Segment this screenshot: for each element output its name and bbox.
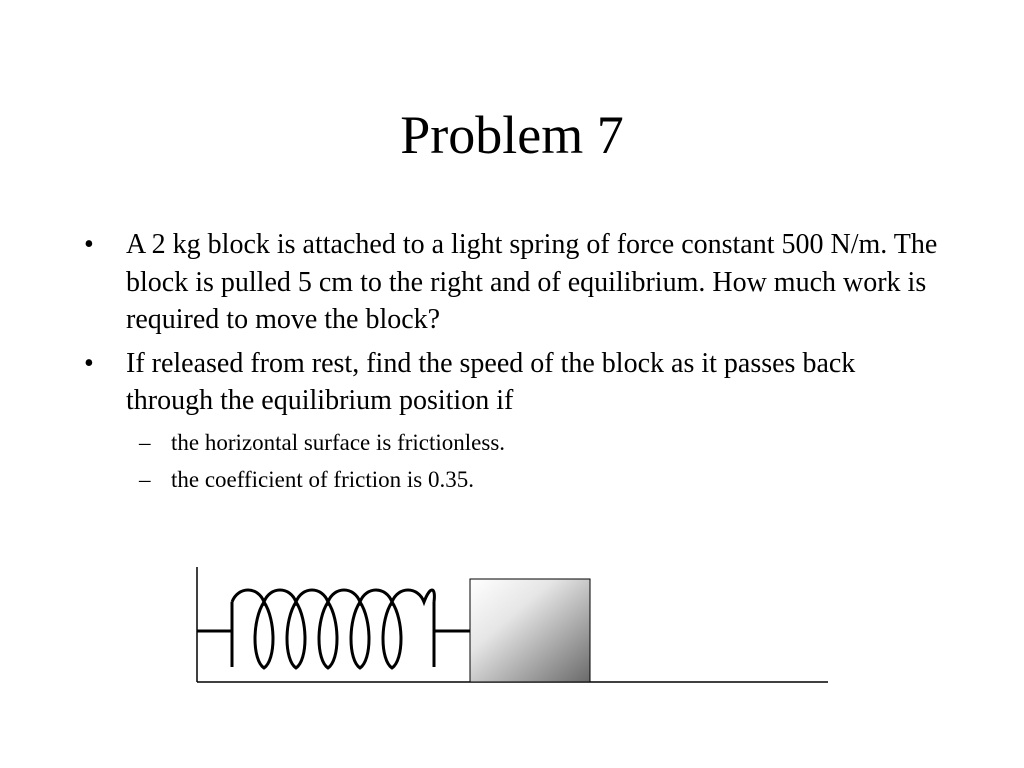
bullet-item bbox=[84, 345, 944, 499]
bullet-text: A 2 kg block is attached to a light spring of force constant 500 N/m. The block is pulled 5 cm to the right and of equilibrium. How much work is required to move the block? bbox=[126, 229, 938, 335]
spring-icon bbox=[232, 590, 434, 668]
dash-icon: – bbox=[139, 467, 151, 492]
bullet-icon: • bbox=[84, 229, 94, 260]
bullet-icon: • bbox=[84, 347, 94, 379]
slide-title: Problem 7 bbox=[400, 105, 624, 165]
bullet-text: If released from rest, find the speed of the block as it passes back through the equilibrium position if bbox=[126, 347, 856, 416]
dash-icon: – bbox=[139, 429, 151, 455]
sub-bullet-item bbox=[126, 424, 944, 462]
block bbox=[470, 579, 590, 682]
sub-bullet-item bbox=[126, 461, 944, 499]
sub-bullet-list bbox=[126, 424, 944, 499]
spring-block-diagram bbox=[180, 560, 840, 700]
bullet-list bbox=[84, 226, 944, 505]
sub-bullet-text: the horizontal surface is frictionless. bbox=[171, 429, 506, 455]
bullet-item bbox=[84, 226, 944, 339]
sub-bullet-text: the coefficient of friction is 0.35. bbox=[171, 467, 474, 492]
